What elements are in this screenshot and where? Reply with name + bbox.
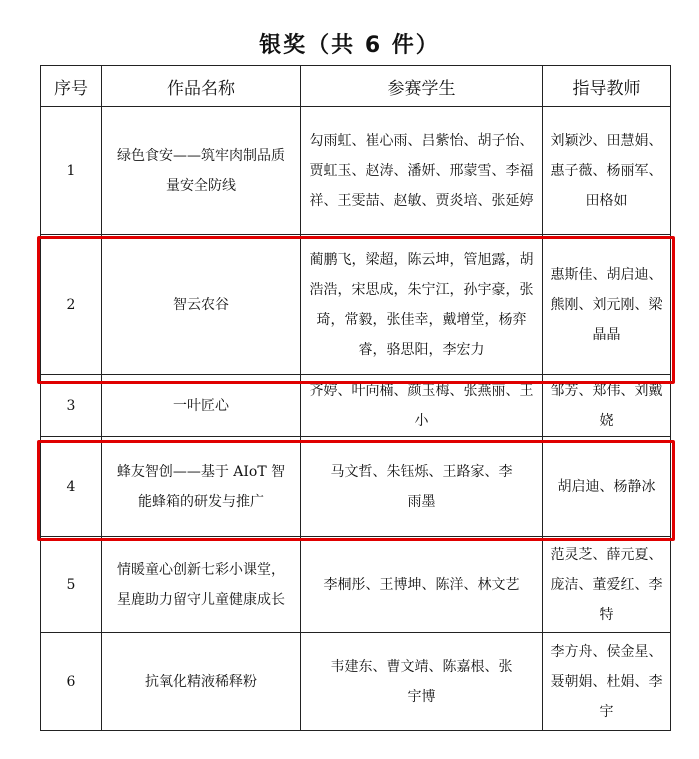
row-students: 齐婷、叶向楠、颜玉梅、张燕丽、王小: [301, 375, 543, 437]
header-students: 参赛学生: [301, 66, 543, 107]
row-no: 2: [41, 235, 102, 375]
row-no: 4: [41, 437, 102, 537]
row-no: 3: [41, 375, 102, 437]
row-work-name: 蜂友智创——基于 AIoT 智能蜂箱的研发与推广: [102, 437, 301, 537]
row-teachers: 惠斯佳、胡启迪、熊刚、刘元刚、梁晶晶: [543, 235, 671, 375]
row-students: 蔺鹏飞，梁超，陈云坤，管旭露，胡浩浩，宋思成，朱宁江，孙宇豪，张琦，常毅，张佳幸，戴增堂，杨弈睿，骆思阳，李宏力: [301, 235, 543, 375]
table-header-row: [41, 66, 671, 107]
row-no: 1: [41, 107, 102, 235]
row-teachers: 邹芳、郑伟、刘戴娆: [543, 375, 671, 437]
row-students: 勾雨虹、崔心雨、吕紫怡、胡子怡、贾虹玉、赵涛、潘妍、邢蒙雪、李福祥、王雯喆、赵敏、贾炎培、张延婷: [301, 107, 543, 235]
table-row: [41, 107, 671, 235]
row-work-name: 智云农谷: [102, 235, 301, 375]
table-row: [41, 633, 671, 731]
page-title: 银奖（共 6 件）: [259, 33, 440, 58]
row-teachers: 胡启迪、杨静冰: [543, 437, 671, 537]
row-teachers: 刘颖沙、田慧娟、惠子薇、杨丽军、田格如: [543, 107, 671, 235]
row-work-name: 情暖童心创新七彩小课堂，星鹿助力留守儿童健康成长: [102, 537, 301, 633]
row-work-name: 绿色食安——筑牢肉制品质量安全防线: [102, 107, 301, 235]
row-work-name: 一叶匠心: [102, 375, 301, 437]
awards-table: [40, 65, 671, 731]
table-row: [41, 537, 671, 633]
row-students: 李桐彤、王博坤、陈洋、林文艺: [301, 537, 543, 633]
table-row: [41, 235, 671, 375]
row-students: 马文哲、朱钰烁、王路家、李雨墨: [301, 437, 543, 537]
header-no: 序号: [41, 66, 102, 107]
table-row: [41, 375, 671, 437]
header-work-name: 作品名称: [102, 66, 301, 107]
table-row: [41, 437, 671, 537]
row-teachers: 李方舟、侯金星、聂朝娟、杜娟、李宇: [543, 633, 671, 731]
header-teachers: 指导教师: [543, 66, 671, 107]
row-no: 6: [41, 633, 102, 731]
row-work-name: 抗氧化精液稀释粉: [102, 633, 301, 731]
row-students: 韦建东、曹文靖、陈嘉根、张宇博: [301, 633, 543, 731]
row-teachers: 范灵芝、薛元夏、庞洁、董爱红、李特: [543, 537, 671, 633]
row-no: 5: [41, 537, 102, 633]
